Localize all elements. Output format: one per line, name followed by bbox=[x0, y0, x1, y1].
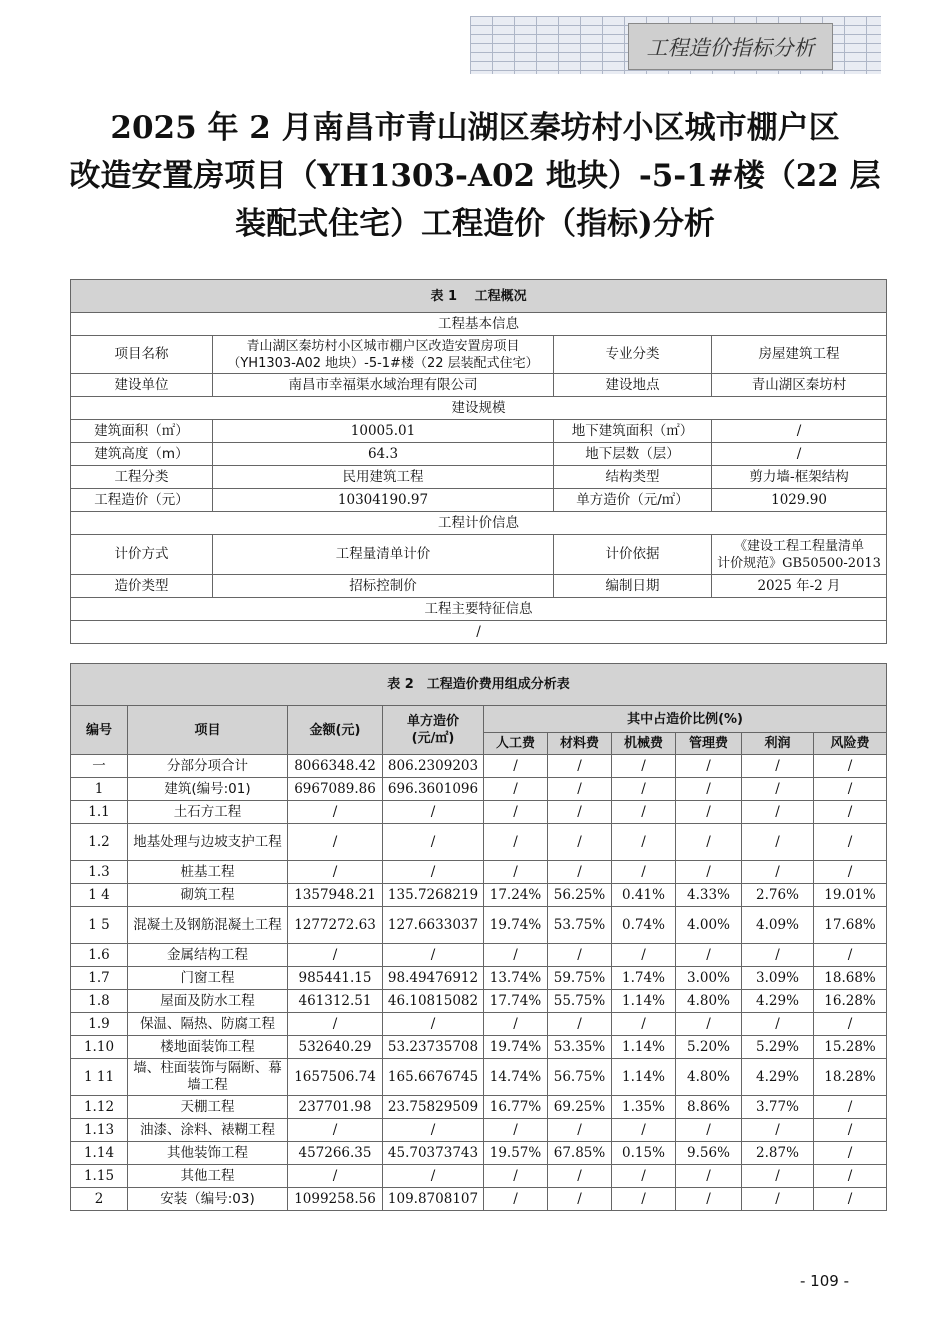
cell-risk: / bbox=[814, 1188, 887, 1211]
table1-caption: 表 1 工程概况 bbox=[71, 280, 887, 313]
table-row bbox=[71, 755, 887, 778]
header-unit-cost: 单方造价 (元/㎡) bbox=[383, 706, 484, 755]
cell-unit: 165.6676745 bbox=[383, 1059, 484, 1096]
table2-caption: 表 2 工程造价费用组成分析表 bbox=[71, 664, 887, 706]
header-material: 材料费 bbox=[548, 733, 612, 755]
cell-mgmt: / bbox=[676, 755, 742, 778]
cell-material: / bbox=[548, 755, 612, 778]
cell-amount: 985441.15 bbox=[288, 967, 383, 990]
unit-cost-label: 单方造价（元/㎡） bbox=[554, 489, 712, 512]
cell-mgmt: 3.00% bbox=[676, 967, 742, 990]
structure-value: 剪力墙-框架结构 bbox=[712, 466, 887, 489]
cell-risk: / bbox=[814, 1165, 887, 1188]
location-value: 青山湖区秦坊村 bbox=[712, 374, 887, 397]
cell-no: 1.10 bbox=[71, 1036, 128, 1059]
cell-amount: 1657506.74 bbox=[288, 1059, 383, 1096]
cell-mgmt: / bbox=[676, 861, 742, 884]
table-row bbox=[71, 907, 887, 944]
location-label: 建设地点 bbox=[554, 374, 712, 397]
cell-labor: / bbox=[484, 1165, 548, 1188]
cell-mgmt: / bbox=[676, 1013, 742, 1036]
section-badge: 工程造价指标分析 bbox=[628, 23, 833, 70]
header-profit: 利润 bbox=[742, 733, 814, 755]
cell-machine: / bbox=[612, 1165, 676, 1188]
cell-risk: / bbox=[814, 944, 887, 967]
cell-machine: 1.14% bbox=[612, 1059, 676, 1096]
height-value: 64.3 bbox=[213, 443, 554, 466]
cell-machine: / bbox=[612, 1013, 676, 1036]
cell-no: 1.6 bbox=[71, 944, 128, 967]
cell-unit: 806.2309203 bbox=[383, 755, 484, 778]
cell-item: 安装（编号:03) bbox=[128, 1188, 288, 1211]
cell-unit: 135.7268219 bbox=[383, 884, 484, 907]
cell-profit: / bbox=[742, 1013, 814, 1036]
cell-no: 1.13 bbox=[71, 1119, 128, 1142]
table2-body bbox=[71, 755, 887, 1211]
cell-material: / bbox=[548, 778, 612, 801]
cell-item: 地基处理与边坡支护工程 bbox=[128, 824, 288, 861]
cell-amount: 461312.51 bbox=[288, 990, 383, 1013]
category-value: 民用建筑工程 bbox=[213, 466, 554, 489]
cell-risk: / bbox=[814, 755, 887, 778]
cell-item: 天棚工程 bbox=[128, 1096, 288, 1119]
cell-machine: / bbox=[612, 778, 676, 801]
cell-mgmt: / bbox=[676, 824, 742, 861]
table-row bbox=[71, 1096, 887, 1119]
builder-label: 建设单位 bbox=[71, 374, 213, 397]
cell-material: 53.35% bbox=[548, 1036, 612, 1059]
header-labor: 人工费 bbox=[484, 733, 548, 755]
cell-no: 1 5 bbox=[71, 907, 128, 944]
cell-profit: 3.77% bbox=[742, 1096, 814, 1119]
cell-mgmt: / bbox=[676, 1165, 742, 1188]
cell-labor: 19.74% bbox=[484, 907, 548, 944]
cell-material: 69.25% bbox=[548, 1096, 612, 1119]
section-scale: 建设规模 bbox=[71, 397, 887, 420]
table-row bbox=[71, 824, 887, 861]
cell-no: 1.7 bbox=[71, 967, 128, 990]
cell-amount: 1277272.63 bbox=[288, 907, 383, 944]
cell-amount: / bbox=[288, 944, 383, 967]
cell-profit: / bbox=[742, 801, 814, 824]
cell-profit: 2.87% bbox=[742, 1142, 814, 1165]
cell-profit: / bbox=[742, 1119, 814, 1142]
section-features: 工程主要特征信息 bbox=[71, 598, 887, 621]
cell-mgmt: 4.00% bbox=[676, 907, 742, 944]
cell-risk: / bbox=[814, 861, 887, 884]
table-row bbox=[71, 1036, 887, 1059]
header-machine: 机械费 bbox=[612, 733, 676, 755]
cell-material: / bbox=[548, 1013, 612, 1036]
cell-risk: / bbox=[814, 1096, 887, 1119]
cell-item: 其他装饰工程 bbox=[128, 1142, 288, 1165]
cell-unit: 45.70373743 bbox=[383, 1142, 484, 1165]
cell-machine: 1.74% bbox=[612, 967, 676, 990]
cell-profit: / bbox=[742, 944, 814, 967]
cell-mgmt: / bbox=[676, 1119, 742, 1142]
cell-profit: / bbox=[742, 1188, 814, 1211]
height-label: 建筑高度（m） bbox=[71, 443, 213, 466]
cell-machine: / bbox=[612, 861, 676, 884]
cell-item: 土石方工程 bbox=[128, 801, 288, 824]
cell-amount: 237701.98 bbox=[288, 1096, 383, 1119]
cell-no: 2 bbox=[71, 1188, 128, 1211]
cell-risk: 18.68% bbox=[814, 967, 887, 990]
cell-profit: 4.09% bbox=[742, 907, 814, 944]
cell-risk: / bbox=[814, 1013, 887, 1036]
cell-no: 1.1 bbox=[71, 801, 128, 824]
table-row bbox=[71, 1188, 887, 1211]
cell-material: / bbox=[548, 861, 612, 884]
section-basic-info: 工程基本信息 bbox=[71, 313, 887, 336]
cell-risk: / bbox=[814, 1119, 887, 1142]
ug-area-value: / bbox=[712, 420, 887, 443]
cell-risk: / bbox=[814, 778, 887, 801]
table-row bbox=[71, 990, 887, 1013]
cell-item: 楼地面装饰工程 bbox=[128, 1036, 288, 1059]
cell-machine: 0.74% bbox=[612, 907, 676, 944]
cell-material: 56.25% bbox=[548, 884, 612, 907]
cell-item: 建筑(编号:01) bbox=[128, 778, 288, 801]
cell-risk: 15.28% bbox=[814, 1036, 887, 1059]
cell-machine: / bbox=[612, 1119, 676, 1142]
title-line-1: 2025 年 2 月南昌市青山湖区秦坊村小区城市棚户区 bbox=[110, 110, 840, 146]
section-pricing: 工程计价信息 bbox=[71, 512, 887, 535]
cell-labor: 17.24% bbox=[484, 884, 548, 907]
cell-amount: 532640.29 bbox=[288, 1036, 383, 1059]
cell-amount: / bbox=[288, 861, 383, 884]
cell-amount: 6967089.86 bbox=[288, 778, 383, 801]
cell-item: 屋面及防水工程 bbox=[128, 990, 288, 1013]
cell-machine: 0.41% bbox=[612, 884, 676, 907]
cell-mgmt: / bbox=[676, 944, 742, 967]
cell-item: 墙、柱面装饰与隔断、幕墙工程 bbox=[128, 1059, 288, 1096]
cost-label: 工程造价（元） bbox=[71, 489, 213, 512]
cell-labor: 14.74% bbox=[484, 1059, 548, 1096]
method-label: 计价方式 bbox=[71, 535, 213, 575]
cost-composition-table bbox=[70, 663, 887, 1211]
cell-material: 53.75% bbox=[548, 907, 612, 944]
cell-risk: 18.28% bbox=[814, 1059, 887, 1096]
cell-item: 砌筑工程 bbox=[128, 884, 288, 907]
cell-item: 金属结构工程 bbox=[128, 944, 288, 967]
table-row bbox=[71, 1013, 887, 1036]
cell-amount: / bbox=[288, 1013, 383, 1036]
cell-labor: / bbox=[484, 1188, 548, 1211]
cell-profit: / bbox=[742, 1165, 814, 1188]
table-row bbox=[71, 801, 887, 824]
cell-amount: 457266.35 bbox=[288, 1142, 383, 1165]
cell-unit: / bbox=[383, 1013, 484, 1036]
cell-material: 67.85% bbox=[548, 1142, 612, 1165]
cell-amount: 1099258.56 bbox=[288, 1188, 383, 1211]
cell-material: 59.75% bbox=[548, 967, 612, 990]
cell-mgmt: / bbox=[676, 778, 742, 801]
type-value: 招标控制价 bbox=[213, 575, 554, 598]
cell-unit: / bbox=[383, 824, 484, 861]
cell-unit: 53.23735708 bbox=[383, 1036, 484, 1059]
date-value: 2025 年-2 月 bbox=[712, 575, 887, 598]
table-row bbox=[71, 1119, 887, 1142]
table-row bbox=[71, 1059, 887, 1096]
cell-no: 1.15 bbox=[71, 1165, 128, 1188]
cell-labor: / bbox=[484, 778, 548, 801]
cell-no: 1.14 bbox=[71, 1142, 128, 1165]
cell-no: 1.8 bbox=[71, 990, 128, 1013]
cell-profit: 3.09% bbox=[742, 967, 814, 990]
cell-item: 保温、隔热、防腐工程 bbox=[128, 1013, 288, 1036]
title-line-2: 改造安置房项目（YH1303-A02 地块）-5-1#楼（22 层 bbox=[69, 158, 881, 194]
cell-item: 分部分项合计 bbox=[128, 755, 288, 778]
basis-value: 《建设工程工程量清单 计价规范》GB50500-2013 bbox=[712, 535, 887, 575]
structure-label: 结构类型 bbox=[554, 466, 712, 489]
cell-mgmt: 9.56% bbox=[676, 1142, 742, 1165]
header-amount: 金额(元) bbox=[288, 706, 383, 755]
cell-item: 其他工程 bbox=[128, 1165, 288, 1188]
cell-material: 56.75% bbox=[548, 1059, 612, 1096]
area-value: 10005.01 bbox=[213, 420, 554, 443]
cell-risk: 19.01% bbox=[814, 884, 887, 907]
cell-machine: / bbox=[612, 755, 676, 778]
cell-item: 门窗工程 bbox=[128, 967, 288, 990]
header-item: 项目 bbox=[128, 706, 288, 755]
page-number: - 109 - bbox=[800, 1272, 849, 1290]
cell-amount: / bbox=[288, 824, 383, 861]
cell-no: 1.12 bbox=[71, 1096, 128, 1119]
cell-unit: 98.49476912 bbox=[383, 967, 484, 990]
cell-machine: / bbox=[612, 944, 676, 967]
cell-labor: 13.74% bbox=[484, 967, 548, 990]
cell-no: 1 bbox=[71, 778, 128, 801]
cell-profit: / bbox=[742, 778, 814, 801]
table-row bbox=[71, 1142, 887, 1165]
cell-unit: / bbox=[383, 944, 484, 967]
cell-risk: 17.68% bbox=[814, 907, 887, 944]
cell-unit: 109.8708107 bbox=[383, 1188, 484, 1211]
cell-profit: / bbox=[742, 824, 814, 861]
project-name-label: 项目名称 bbox=[71, 336, 213, 374]
specialty-label: 专业分类 bbox=[554, 336, 712, 374]
header-ratio: 其中占造价比例(%) bbox=[484, 706, 887, 733]
cell-labor: / bbox=[484, 801, 548, 824]
header-mgmt: 管理费 bbox=[676, 733, 742, 755]
cell-machine: 1.35% bbox=[612, 1096, 676, 1119]
cell-labor: 16.77% bbox=[484, 1096, 548, 1119]
specialty-value: 房屋建筑工程 bbox=[712, 336, 887, 374]
cell-no: 1 11 bbox=[71, 1059, 128, 1096]
area-label: 建筑面积（㎡） bbox=[71, 420, 213, 443]
cell-mgmt: 4.80% bbox=[676, 990, 742, 1013]
header-no: 编号 bbox=[71, 706, 128, 755]
cell-no: 一 bbox=[71, 755, 128, 778]
cell-item: 桩基工程 bbox=[128, 861, 288, 884]
category-label: 工程分类 bbox=[71, 466, 213, 489]
unit-cost-value: 1029.90 bbox=[712, 489, 887, 512]
cell-profit: / bbox=[742, 861, 814, 884]
builder-value: 南昌市幸福渠水域治理有限公司 bbox=[213, 374, 554, 397]
cell-material: / bbox=[548, 801, 612, 824]
project-overview-table bbox=[70, 279, 887, 644]
table-row bbox=[71, 967, 887, 990]
cell-amount: 1357948.21 bbox=[288, 884, 383, 907]
cell-profit: / bbox=[742, 755, 814, 778]
document-title bbox=[60, 104, 890, 248]
cell-unit: 127.6633037 bbox=[383, 907, 484, 944]
cell-unit: / bbox=[383, 861, 484, 884]
cell-unit: / bbox=[383, 1119, 484, 1142]
cell-no: 1.2 bbox=[71, 824, 128, 861]
cell-unit: 23.75829509 bbox=[383, 1096, 484, 1119]
table-row bbox=[71, 944, 887, 967]
ug-floors-label: 地下层数（层） bbox=[554, 443, 712, 466]
cost-value: 10304190.97 bbox=[213, 489, 554, 512]
cell-amount: / bbox=[288, 801, 383, 824]
cell-machine: 0.15% bbox=[612, 1142, 676, 1165]
cell-material: / bbox=[548, 944, 612, 967]
basis-label: 计价依据 bbox=[554, 535, 712, 575]
cell-profit: 4.29% bbox=[742, 990, 814, 1013]
cell-amount: / bbox=[288, 1119, 383, 1142]
cell-labor: / bbox=[484, 944, 548, 967]
cell-amount: 8066348.42 bbox=[288, 755, 383, 778]
cell-labor: / bbox=[484, 861, 548, 884]
cell-labor: / bbox=[484, 1013, 548, 1036]
cell-amount: / bbox=[288, 1165, 383, 1188]
cell-unit: 46.10815082 bbox=[383, 990, 484, 1013]
cell-no: 1 4 bbox=[71, 884, 128, 907]
cell-machine: / bbox=[612, 824, 676, 861]
cell-mgmt: 5.20% bbox=[676, 1036, 742, 1059]
cell-profit: 4.29% bbox=[742, 1059, 814, 1096]
cell-profit: 5.29% bbox=[742, 1036, 814, 1059]
type-label: 造价类型 bbox=[71, 575, 213, 598]
table-row bbox=[71, 884, 887, 907]
features-value: / bbox=[71, 621, 887, 644]
cell-material: / bbox=[548, 824, 612, 861]
cell-risk: 16.28% bbox=[814, 990, 887, 1013]
cell-machine: / bbox=[612, 801, 676, 824]
cell-unit: 696.3601096 bbox=[383, 778, 484, 801]
table-row bbox=[71, 861, 887, 884]
cell-labor: / bbox=[484, 755, 548, 778]
header-risk: 风险费 bbox=[814, 733, 887, 755]
cell-material: 55.75% bbox=[548, 990, 612, 1013]
project-name-value: 青山湖区秦坊村小区城市棚户区改造安置房项目 （YH1303-A02 地块）-5-1#楼（22 层装配式住宅） bbox=[213, 336, 554, 374]
title-line-3: 装配式住宅）工程造价（指标)分析 bbox=[235, 206, 715, 242]
cell-material: / bbox=[548, 1165, 612, 1188]
cell-machine: 1.14% bbox=[612, 990, 676, 1013]
cell-item: 油漆、涂料、裱糊工程 bbox=[128, 1119, 288, 1142]
cell-no: 1.3 bbox=[71, 861, 128, 884]
method-value: 工程量清单计价 bbox=[213, 535, 554, 575]
table-row bbox=[71, 1165, 887, 1188]
cell-mgmt: / bbox=[676, 1188, 742, 1211]
ug-area-label: 地下建筑面积（㎡） bbox=[554, 420, 712, 443]
cell-risk: / bbox=[814, 1142, 887, 1165]
cell-labor: 19.57% bbox=[484, 1142, 548, 1165]
cell-labor: 19.74% bbox=[484, 1036, 548, 1059]
cell-risk: / bbox=[814, 824, 887, 861]
date-label: 编制日期 bbox=[554, 575, 712, 598]
cell-mgmt: 8.86% bbox=[676, 1096, 742, 1119]
cell-unit: / bbox=[383, 1165, 484, 1188]
cell-machine: / bbox=[612, 1188, 676, 1211]
cell-risk: / bbox=[814, 801, 887, 824]
cell-labor: / bbox=[484, 1119, 548, 1142]
cell-mgmt: 4.33% bbox=[676, 884, 742, 907]
ug-floors-value: / bbox=[712, 443, 887, 466]
cell-labor: 17.74% bbox=[484, 990, 548, 1013]
cell-no: 1.9 bbox=[71, 1013, 128, 1036]
cell-item: 混凝土及钢筋混凝土工程 bbox=[128, 907, 288, 944]
cell-material: / bbox=[548, 1188, 612, 1211]
cell-material: / bbox=[548, 1119, 612, 1142]
table-row bbox=[71, 778, 887, 801]
cell-labor: / bbox=[484, 824, 548, 861]
cell-machine: 1.14% bbox=[612, 1036, 676, 1059]
cell-mgmt: 4.80% bbox=[676, 1059, 742, 1096]
cell-mgmt: / bbox=[676, 801, 742, 824]
cell-unit: / bbox=[383, 801, 484, 824]
cell-profit: 2.76% bbox=[742, 884, 814, 907]
